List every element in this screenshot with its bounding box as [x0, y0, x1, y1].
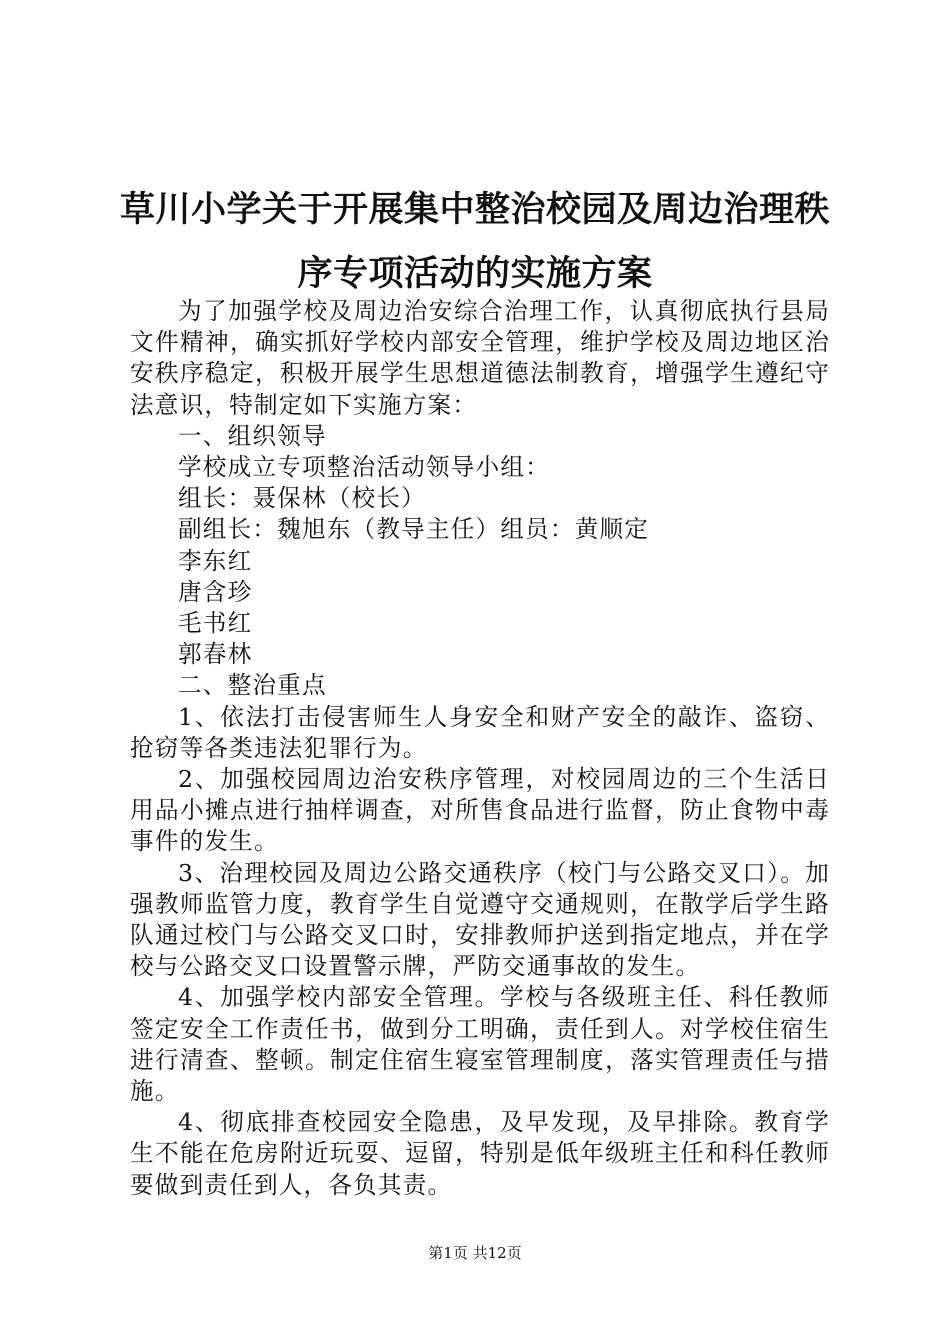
- focus-item-4: 4、加强学校内部安全管理。学校与各级班主任、科任教师签定安全工作责任书，做到分工明确，责任到人。对学校住宿生进行清查、整顿。制定住宿生寝室管理制度，落实管理责任与措施。: [130, 983, 830, 1106]
- section-heading-organization: 一、组织领导: [178, 421, 327, 450]
- paragraph-leadership-group: 学校成立专项整治活动领导小组：: [178, 453, 550, 482]
- member-name: 唐含珍: [178, 577, 253, 606]
- member-name: 郭春林: [178, 640, 253, 669]
- intro-paragraph: 为了加强学校及周边治安综合治理工作，认真彻底执行县局文件精神，确实抓好学校内部安全管理，维护学校及周边地区治安秩序稳定，积极开展学生思想道德法制教育，增强学生遵纪守法意识，特制定如下实施方案：: [130, 297, 830, 419]
- title-line-1: 草川小学关于开展集中整治校园及周边治理秩: [120, 189, 831, 230]
- member-name: 毛书红: [178, 609, 253, 638]
- paragraph-group-leader: 组长：聂保林（校长）: [178, 484, 426, 513]
- focus-item-2: 2、加强校园周边治安秩序管理，对校园周边的三个生活日用品小摊点进行抽样调查，对所售食品进行监督，防止食物中毒事件的发生。: [130, 765, 830, 856]
- title-line-2: 序专项活动的实施方案: [297, 253, 653, 294]
- page-number-footer: 第1页 共12页: [428, 1244, 522, 1262]
- focus-item-3: 3、治理校园及周边公路交通秩序（校门与公路交叉口）。加强教师监管力度，教育学生自觉遵守交通规则，在散学后学生路队通过校门与公路交叉口时，安排教师护送到指定地点，并在学校与公路交叉口设置警示牌，严防交通事故的发生。: [130, 858, 830, 981]
- focus-item-5: 4、彻底排查校园安全隐患，及早发现，及早排除。教育学生不能在危房附近玩耍、逗留，特别是低年级班主任和科任教师要做到责任到人，各负其责。: [130, 1108, 830, 1199]
- document-body: [130, 296, 830, 1201]
- section-heading-focus: 二、整治重点: [178, 671, 327, 700]
- paragraph-deputy-leader: 副组长：魏旭东（教导主任）组员：黄顺定: [178, 515, 650, 544]
- member-name: 李东红: [178, 546, 253, 575]
- document-title: [120, 178, 830, 306]
- focus-item-1: 1、依法打击侵害师生人身安全和财产安全的敲诈、盗窃、抢窃等各类违法犯罪行为。: [130, 702, 830, 762]
